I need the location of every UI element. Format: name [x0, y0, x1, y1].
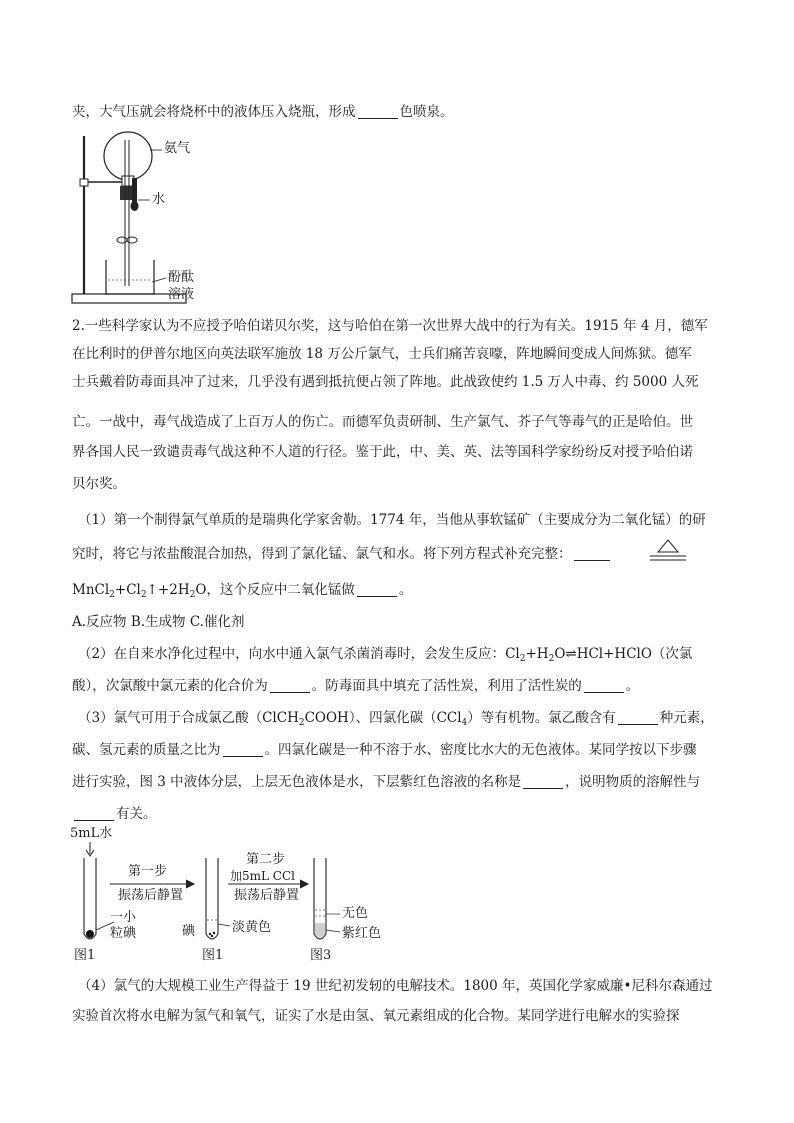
label-5ml-water: 5mL水	[70, 826, 113, 841]
label-water: 水	[152, 192, 166, 207]
text-line: 亡。一战中，毒气战造成了上百万人的伤亡。而德军负责研制、生产氯气、芥子气等毒气的正是哈伯。世	[72, 414, 693, 430]
text-line: 在比利时的伊普尔地区向英法联军施放 18 万公斤氯气，士兵们痛苦哀嚎，阵地瞬间变成人间炼狱。德军	[72, 346, 692, 362]
text-line: 有关。	[72, 804, 728, 824]
text-line: （2）在自来水净化过程中，向水中通入氯气杀菌消毒时，会发生反应：$Cl_2+H_2O\rightleftharpoons HCl+HClO$（次氯	[78, 646, 693, 664]
label-step2-add: 加5mL CCl	[230, 869, 295, 883]
test-tube-experiment-figure	[70, 826, 400, 966]
fountain-apparatus-figure	[70, 130, 195, 308]
label-iodine-short: 碘	[182, 924, 196, 939]
text-line: 进行实验，图 3 中液体分层，上层无色液体是水，下层紫红色溶液的名称是 ，说明物质的溶解性与	[72, 774, 701, 790]
answer-blank	[357, 582, 397, 597]
answer-blank	[74, 806, 114, 821]
label-ammonia: 氨气	[164, 141, 191, 156]
answer-options: A.反应物 B.生成物 C.催化剂	[72, 614, 245, 630]
text-line: （1）第一个制得氯气单质的是瑞典化学家舍勒。1774 年，当他从事软锰矿（主要成分为二氧化锰）的研	[78, 512, 706, 528]
text-line: 实验首次将水电解为氢气和氧气，证实了水是由氢、氧元素组成的化合物。某同学进行电解水的实验探	[72, 1008, 680, 1024]
label-iodine-2: 粒碘	[110, 926, 137, 941]
label-iodine-1: 一小	[110, 910, 137, 925]
answer-blank	[523, 774, 563, 789]
label-step2: 第二步	[246, 852, 286, 867]
text-line: 士兵戴着防毒面具冲了过来，几乎没有遇到抵抗便占领了阵地。此战致使约 1.5 万人中毒、约 5000 人死	[72, 374, 699, 390]
label-phenolphthalein: 酚酞	[168, 270, 195, 285]
label-colorless: 无色	[342, 906, 369, 921]
answer-blank	[223, 742, 263, 757]
text-line: （3）氯气可用于合成氯乙酸（ClCH$_2$COOH）、四氯化碳（CCl$_4$）等有机物。氯乙酸含有 种元素，	[78, 710, 714, 728]
label-step2-sub: 振荡后静置	[234, 888, 300, 903]
label-solution: 溶液	[168, 287, 195, 302]
answer-blank	[618, 710, 658, 725]
text-line: 碳、氢元素的质量之比为 。四氯化碳是一种不溶于水、密度比水大的无色液体。某同学按以下步骤	[72, 742, 697, 758]
label-pale-yellow: 淡黄色	[232, 920, 272, 935]
text-line: 贝尔奖。	[72, 476, 126, 492]
text-line: 酸），次氯酸中氯元素的化合价为 。防毒面具中填充了活性炭，利用了活性炭的 。	[72, 678, 640, 694]
answer-blank	[584, 678, 624, 693]
label-purple-red: 紫红色	[342, 926, 382, 941]
answer-blank	[574, 546, 610, 561]
text-line: 界各国人民一致谴责毒气战这种不人道的行径。鉴于此，中、美、英、法等国科学家纷纷反对授予哈伯诺	[72, 444, 693, 460]
caption-fig1a: 图1	[74, 948, 96, 963]
text-line: 夹，大气压就会将烧杯中的液体压入烧瓶，形成 色喷泉。	[72, 104, 454, 120]
text-line: 究时，将它与浓盐酸混合加热，得到了氯化锰、氯气和水。将下列方程式补充完整：	[72, 544, 728, 564]
text-line: （4）氯气的大规模工业生产得益于 19 世纪初发轫的电解技术。1800 年，英国化学家威廉•尼科尔森通过	[78, 978, 713, 994]
text-line: 2.一些科学家认为不应授予哈伯诺贝尔奖，这与哈伯在第一次世界大战中的行为有关。1915 年 4 月，德军	[72, 318, 708, 334]
label-step1: 第一步	[128, 864, 168, 879]
text-line: $MnCl_2+Cl_2↑+2H_2O$，这个反应中二氧化锰做 。	[72, 582, 413, 600]
answer-blank	[358, 104, 398, 119]
answer-blank	[270, 678, 310, 693]
caption-fig1b: 图1	[202, 948, 224, 963]
caption-fig3: 图3	[310, 948, 332, 963]
label-step1-sub: 振荡后静置	[118, 888, 184, 903]
heating-symbol	[648, 538, 688, 564]
